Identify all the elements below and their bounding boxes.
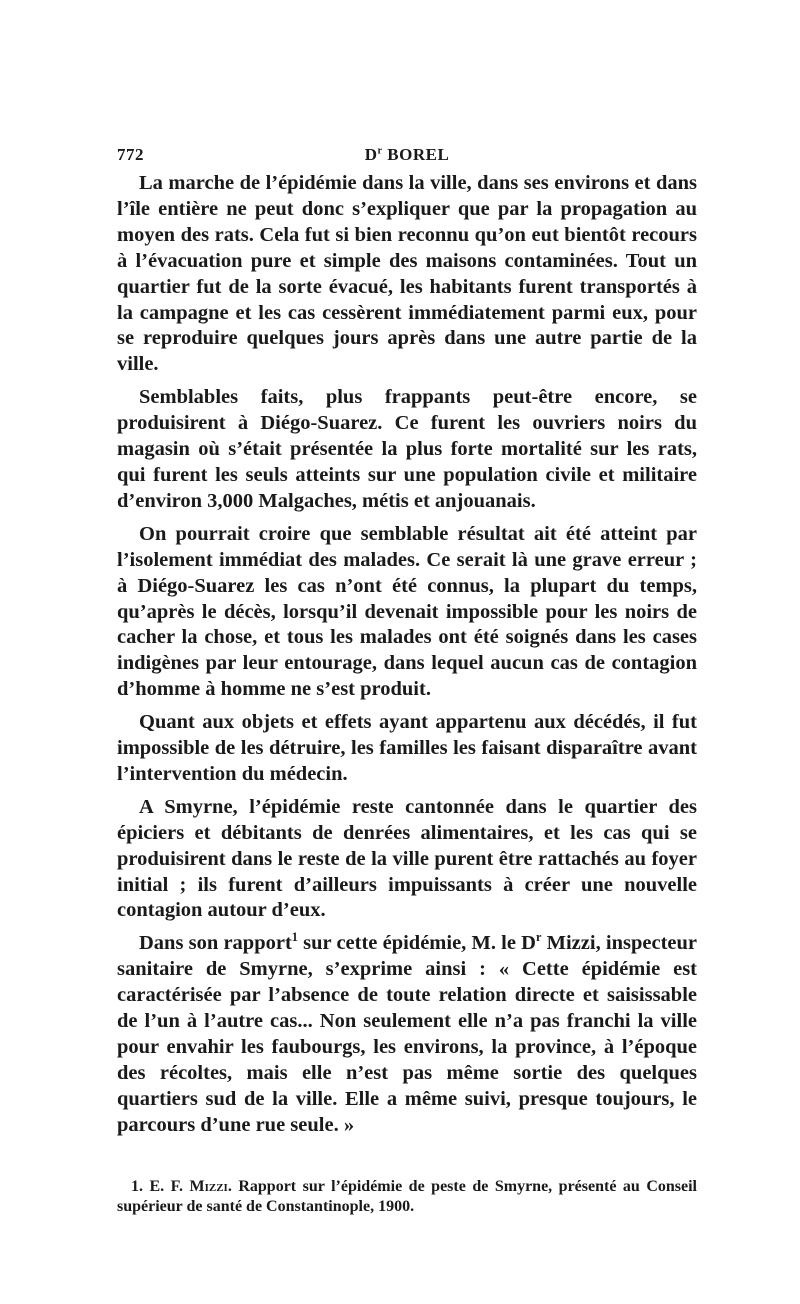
author-prefix-sup: r bbox=[377, 145, 383, 157]
footnote-reference: 1 bbox=[291, 930, 298, 945]
paragraph-6-end: Mizzi, inspecteur sanitaire de Smyrne, s’exprime ainsi : « Cette épidémie est caractérisée par l’absence de toute relation directe et saisissable de l’un à l’autre cas... Non seulement elle n’a pas franchi la ville pour envahir les faubourgs, les environs, la province, à l’époque des récoltes, mais elle n’est pas même sortie des quelques quartiers sud de la ville. Elle a même suivi, presque toujours, le parcours d’une rue seule. » bbox=[117, 932, 697, 1136]
body-text bbox=[117, 171, 697, 1139]
running-title bbox=[117, 145, 697, 165]
footnotes bbox=[117, 1177, 697, 1217]
paragraph-6 bbox=[117, 931, 697, 1138]
paragraph-5: A Smyrne, l’épidémie reste cantonnée dans le quartier des épiciers et débitants de denrées alimentaires, et les cas qui se produisirent dans le reste de la ville purent être rattachés au foyer initial ; ils furent d’ailleurs impuissants à créer une nouvelle contagion autour d’eux. bbox=[117, 795, 697, 922]
paragraph-6-start: Dans son rapport bbox=[139, 932, 292, 955]
footnote-text: . Rapport sur l’épidémie de peste de Smyrne, présenté au Conseil supérieur de santé de Constantinople, 1900. bbox=[117, 1177, 698, 1215]
paragraph-3: On pourrait croire que semblable résultat ait été atteint par l’isolement immédiat des malades. Ce serait là une grave erreur ; à Diégo-Suarez les cas n’ont été connus, la plupart du temps, qu’après le décès, lorsqu’il devenait impossible pour les noirs de cacher la chose, et tous les malades ont été soignés dans les cases indigènes par leur entourage, dans lequel aucun cas de contagion d’homme à homme ne s’est produit. bbox=[117, 522, 697, 701]
footnote-number: 1. E. F. bbox=[131, 1177, 183, 1195]
author-name: BOREL bbox=[387, 145, 450, 164]
paragraph-2: Semblables faits, plus frappants peut-être encore, se produisirent à Diégo-Suarez. Ce furent les ouvriers noirs du magasin où s’était présentée la plus forte mortalité sur les rats, qui furent les seuls atteints sur une population civile et militaire d’environ 3,000 Malgaches, métis et anjouanais. bbox=[117, 386, 697, 512]
page-number: 772 bbox=[117, 145, 144, 164]
paragraph-6-middle: sur cette épidémie, M. le D bbox=[297, 932, 536, 955]
footnote-1 bbox=[117, 1177, 697, 1217]
doctor-abbrev-sup: r bbox=[535, 930, 542, 945]
running-header bbox=[117, 145, 697, 171]
footnote-author: Mizzi bbox=[189, 1177, 228, 1195]
paragraph-1: La marche de l’épidémie dans la ville, dans ses environs et dans l’île entière ne peut donc s’expliquer que par la propagation au moyen des rats. Cela fut si bien reconnu qu’on eut bientôt recours à l’évacuation pure et simple des maisons contaminées. Tout un quartier fut de la sorte évacué, les habitants furent transportés à la campagne et les cas cessèrent immédiatement parmi eux, pour se reproduire quelques jours après dans une autre partie de la ville. bbox=[117, 172, 697, 376]
author-prefix: D bbox=[364, 145, 378, 164]
book-page bbox=[117, 145, 697, 1217]
paragraph-4: Quant aux objets et effets ayant appartenu aux décédés, il fut impossible de les détruire, les familles les faisant disparaître avant l’intervention du médecin. bbox=[117, 711, 697, 785]
